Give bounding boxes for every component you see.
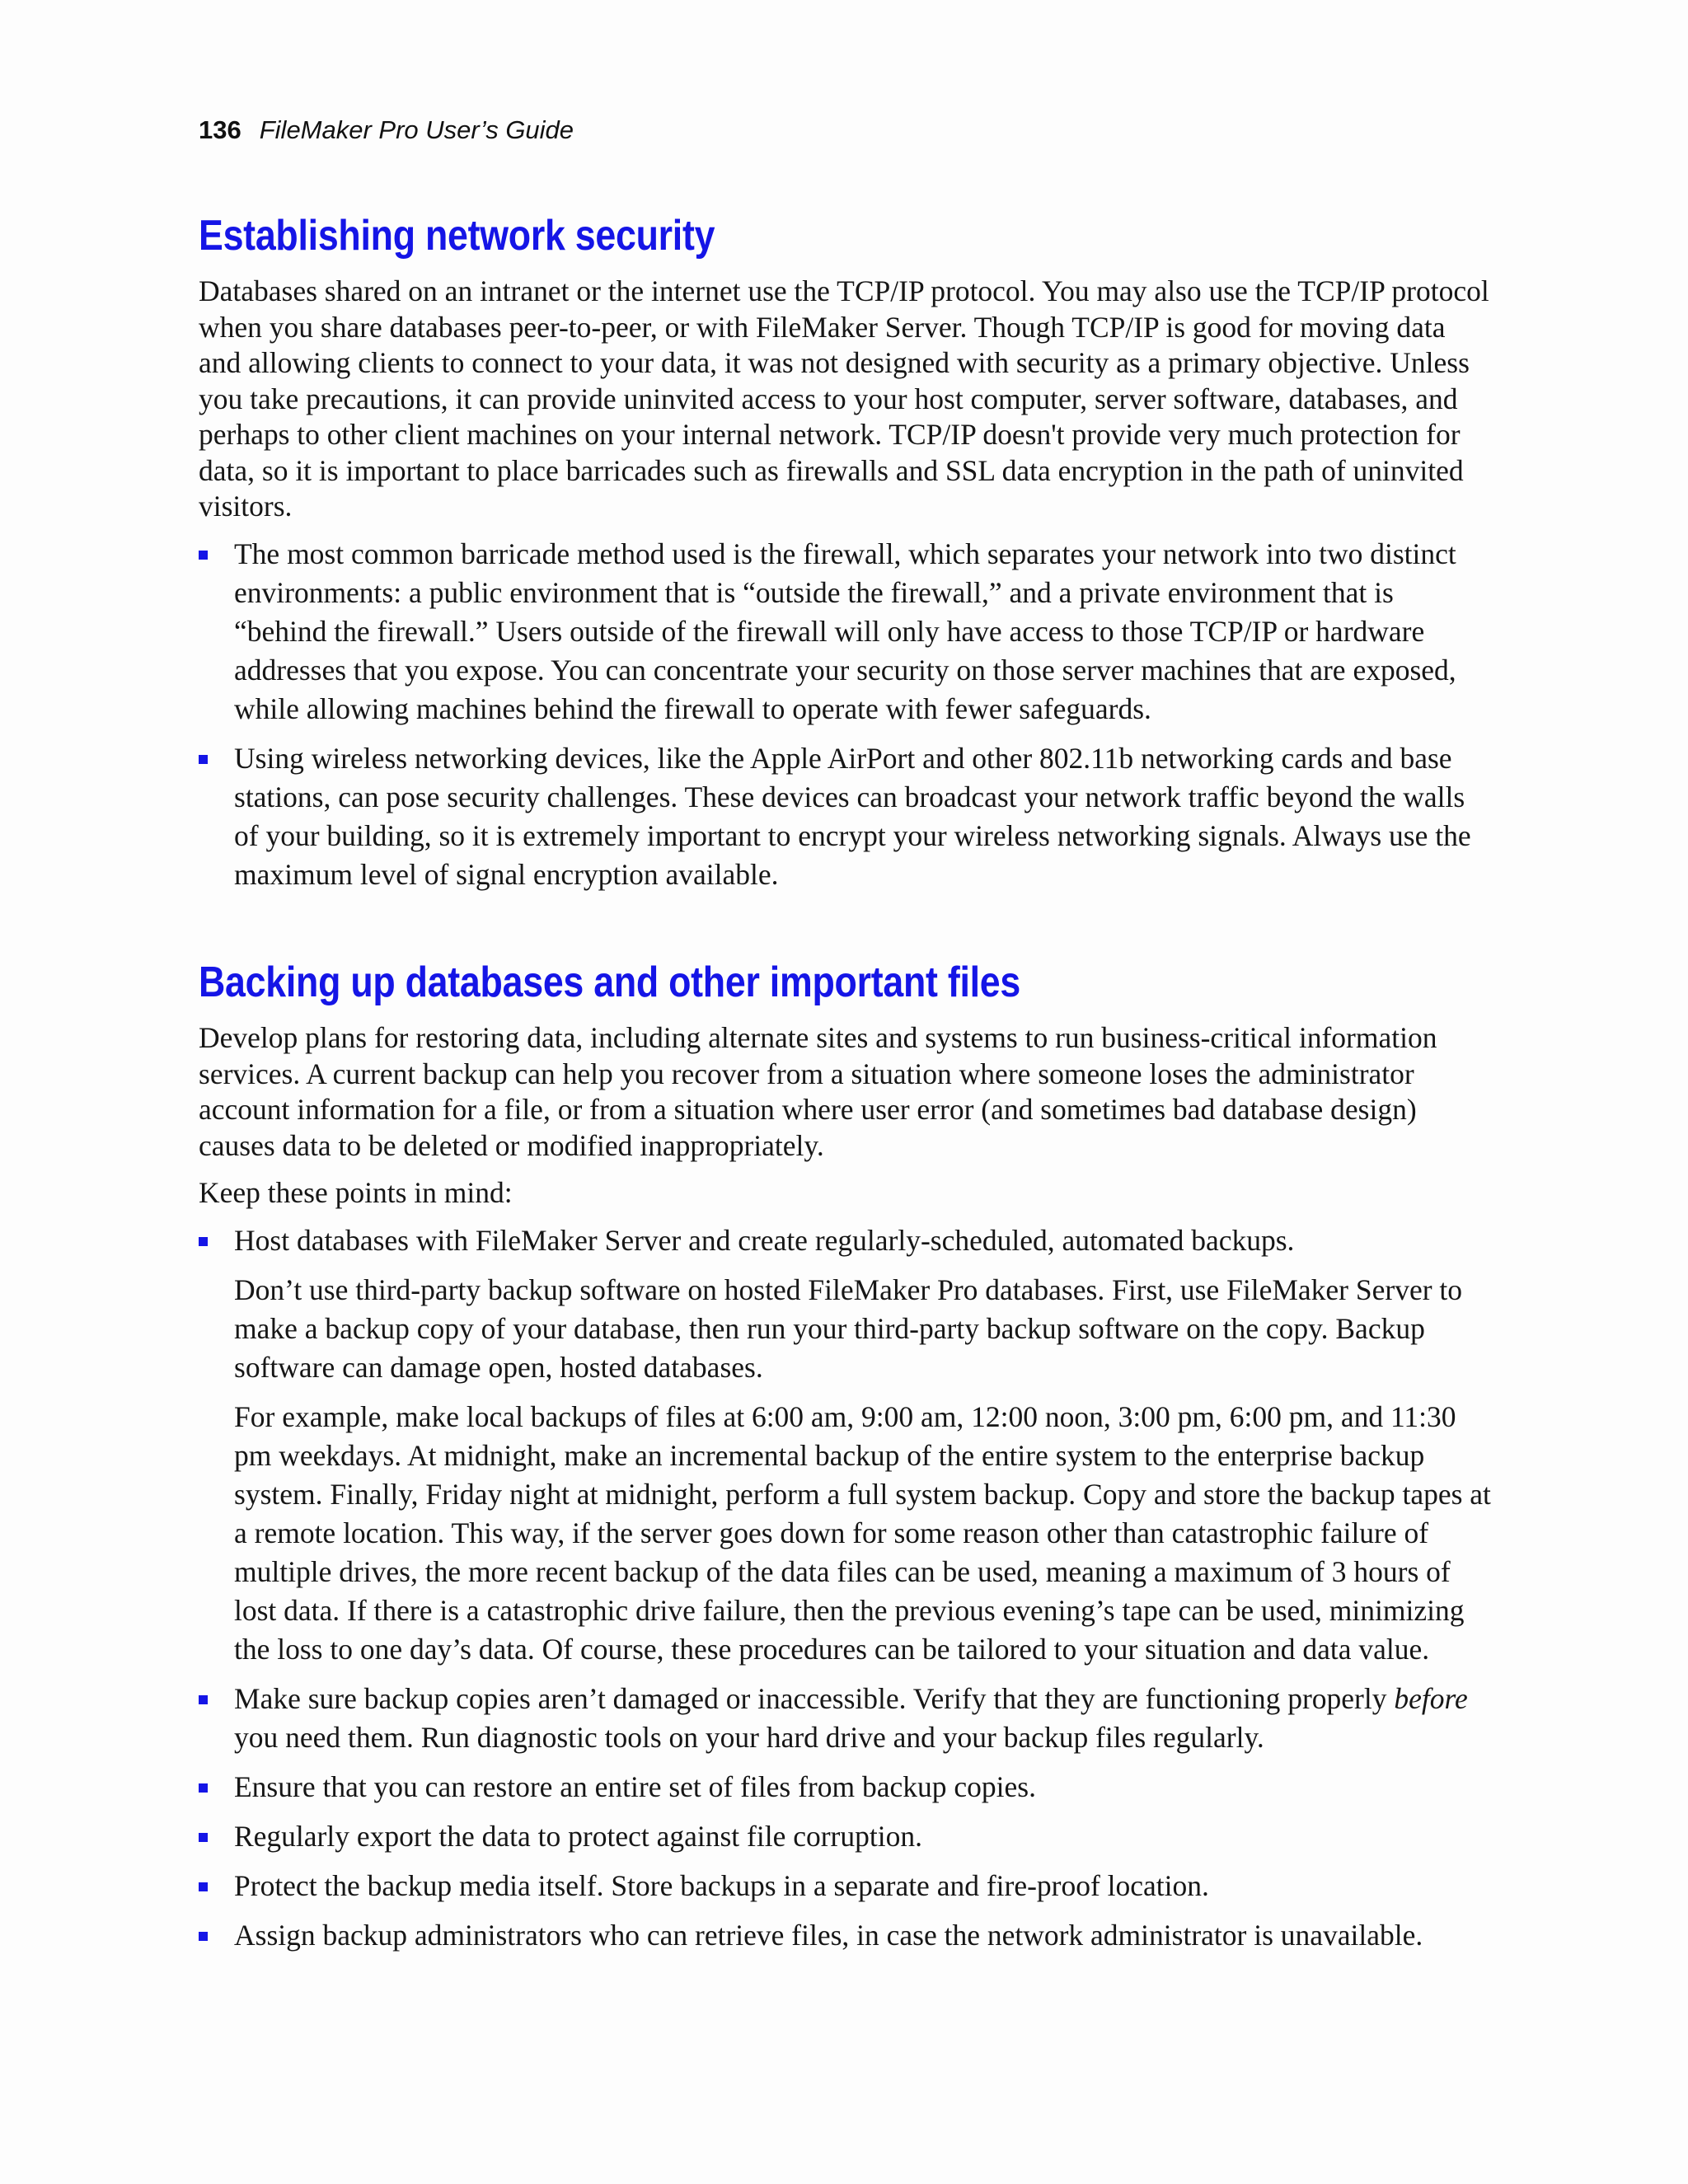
bullet-text: The most common barricade method used is the firewall, which separates your network into two distinct environments: a public environment that is “outside the firewall,” and a private environment that is “behind the firewall.” Users outside of the firewall will only have access to those TCP/IP or hardware addresses that you expose. You can concentrate your security on those server machines that are exposed, while allowing machines behind the firewall to operate with fewer safeguards. [234, 537, 1456, 725]
bullet-list [199, 1680, 1493, 1955]
bullet-square-icon [199, 1932, 208, 1941]
bullet-square-icon [199, 755, 208, 764]
bullet-item [199, 535, 1493, 729]
bullet-text: Make sure backup copies aren’t damaged or inaccessible. Verify that they are functioning properly [234, 1681, 1395, 1715]
bullet-sub-paragraph: For example, make local backups of files at 6:00 am, 9:00 am, 12:00 noon, 3:00 pm, 6:00 pm, and 11:30 pm weekdays. At midnight, make an incremental backup of the entire system to the enterprise backup system. Finally, Friday night at midnight, perform a full system backup. Copy and store the backup tapes at a remote location. This way, if the server goes down for some reason other than catastrophic failure of multiple drives, the more recent backup of the data files can be used, meaning a maximum of 3 hours of lost data. If there is a catastrophic drive failure, then the previous evening’s tape can be used, minimizing the loss to one day’s data. Of course, these procedures can be tailored to your situation and data value. [234, 1399, 1491, 1666]
emphasis-text: before [1394, 1681, 1468, 1715]
bullet-text: Host databases with FileMaker Server and create regularly-scheduled, automated backups. [234, 1223, 1295, 1257]
bullet-text: Ensure that you can restore an entire set of files from backup copies. [234, 1769, 1036, 1803]
bullet-square-icon [199, 551, 208, 560]
bullet-text: you need them. Run diagnostic tools on your hard drive and your backup files regularly. [234, 1720, 1264, 1754]
keep-in-mind-paragraph: Keep these points in mind: [199, 1176, 513, 1209]
bullet-text: Assign backup administrators who can retrieve files, in case the network administrator is unavailable. [234, 1918, 1423, 1952]
bullet-item [199, 1768, 1493, 1807]
bullet-text: Regularly export the data to protect against file corruption. [234, 1819, 922, 1853]
bullet-item [199, 1867, 1493, 1905]
book-title: FileMaker Pro User’s Guide [259, 115, 574, 144]
bullet-item [199, 739, 1493, 894]
bullet-square-icon [199, 1783, 208, 1793]
bullet-square-icon [199, 1882, 208, 1891]
bullet-square-icon [199, 1237, 208, 1246]
bullet-item [199, 1916, 1493, 1955]
section-intro-paragraph: Databases shared on an intranet or the internet use the TCP/IP protocol. You may also use the TCP/IP protocol when you share databases peer-to-peer, or with FileMaker Server. Though TCP/IP is good for moving data and allowing clients to connect to your data, it was not designed with security as a primary objective. Unless you take precautions, it can provide uninvited access to your host computer, server software, databases, and perhaps to other client machines on your internal network. TCP/IP doesn't provide very much protection for data, so it is important to place barricades such as firewalls and SSL data encryption in the path of uninvited visitors. [199, 274, 1489, 523]
section-intro-paragraph: Develop plans for restoring data, including alternate sites and systems to run business-critical information services. A current backup can help you recover from a situation where someone loses the administrator account information for a file, or from a situation where user error (and sometimes bad database design) causes data to be deleted or modified inappropriately. [199, 1021, 1437, 1162]
bullet-list [199, 1221, 1493, 1260]
running-header [199, 115, 574, 145]
bullet-item [199, 1680, 1493, 1757]
bullet-text: Protect the backup media itself. Store backups in a separate and fire-proof location. [234, 1868, 1209, 1902]
section-title: Backing up databases and other important files [199, 958, 1021, 1006]
bullet-square-icon [199, 1695, 208, 1704]
bullet-item [199, 1221, 1493, 1260]
section-backing-up [199, 956, 1493, 1955]
bullet-item [199, 1817, 1493, 1856]
section-network-security [199, 209, 1493, 894]
bullet-text: Using wireless networking devices, like the Apple AirPort and other 802.11b networking cards and base stations, can pose security challenges. These devices can broadcast your network traffic beyond the walls of your building, so it is extremely important to encrypt your wireless networking signals. Always use the maximum level of signal encryption available. [234, 741, 1471, 891]
page-number: 136 [199, 115, 241, 144]
bullet-sub-paragraph: Don’t use third-party backup software on hosted FileMaker Pro databases. First, use FileMaker Server to make a backup copy of your database, then run your third-party backup software on the copy. Backup software can damage open, hosted databases. [234, 1272, 1463, 1384]
bullet-square-icon [199, 1833, 208, 1842]
section-title: Establishing network security [199, 212, 715, 260]
bullet-list [199, 535, 1493, 894]
